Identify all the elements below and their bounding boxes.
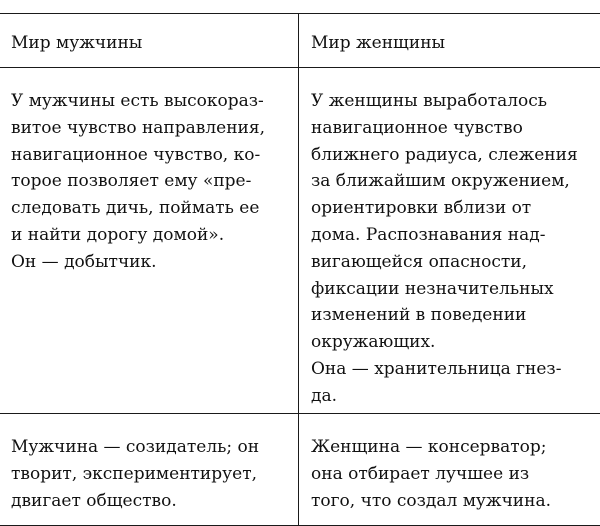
text-line: фиксации незначительных <box>311 276 600 303</box>
cell-women-role <box>299 414 600 526</box>
cell-men-role <box>0 414 299 526</box>
cell-men-navigation <box>0 68 299 414</box>
text-line: за ближайшим окружением, <box>311 168 600 195</box>
text-line: и найти дорогу домой». <box>11 222 298 249</box>
text-line: У мужчины есть высокораз- <box>11 88 298 115</box>
header-men-world: Мир мужчины <box>0 14 299 68</box>
text-line: изменений в поведении <box>311 302 600 329</box>
text-line: следовать дичь, поймать ее <box>11 195 298 222</box>
text-line: навигационное чувство, ко- <box>11 142 298 169</box>
table-header-row <box>0 14 600 68</box>
table-row <box>0 414 600 526</box>
text-line: Она — хранительница гнез- <box>311 356 600 383</box>
text-line: торое позволяет ему «пре- <box>11 168 298 195</box>
text-line: Женщина — консерватор; <box>311 434 600 461</box>
table-row <box>0 68 600 414</box>
comparison-table <box>0 13 600 526</box>
text-line: Он — добытчик. <box>11 249 298 276</box>
text-line: творит, экспериментирует, <box>11 461 298 488</box>
text-line: навигационное чувство <box>311 115 600 142</box>
text-line: ориентировки вблизи от <box>311 195 600 222</box>
text-line: окружающих. <box>311 329 600 356</box>
text-line: она отбирает лучшее из <box>311 461 600 488</box>
text-line: Мужчина — созидатель; он <box>11 434 298 461</box>
text-line: витое чувство направления, <box>11 115 298 142</box>
text-line: вигающейся опасности, <box>311 249 600 276</box>
text-line: двигает общество. <box>11 488 298 515</box>
text-line: да. <box>311 383 600 410</box>
cell-women-navigation <box>299 68 600 414</box>
text-line: У женщины выработалось <box>311 88 600 115</box>
header-women-world: Мир женщины <box>299 14 600 68</box>
text-line: того, что создал мужчина. <box>311 488 600 515</box>
text-line: дома. Распознавания над- <box>311 222 600 249</box>
text-line: ближнего радиуса, слежения <box>311 142 600 169</box>
